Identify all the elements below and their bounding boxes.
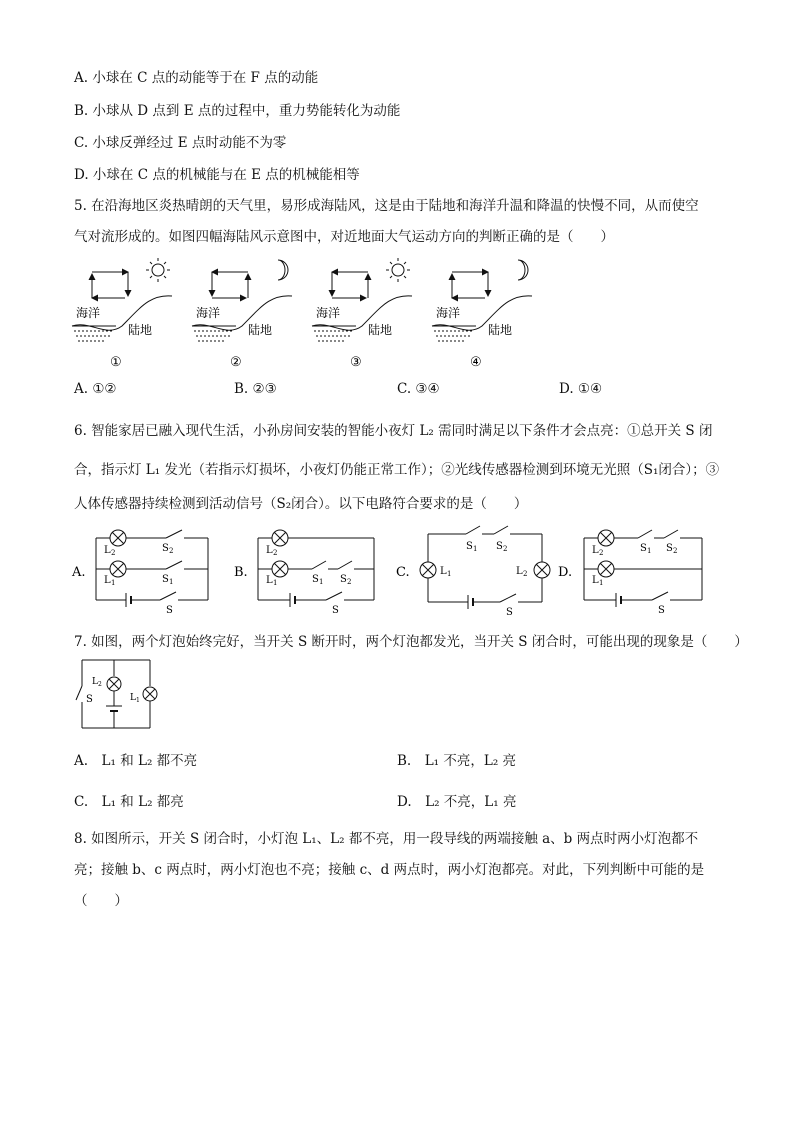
svg-text:S: S — [340, 574, 347, 585]
svg-text:S: S — [640, 543, 647, 554]
svg-text:陆地: 陆地 — [488, 323, 513, 337]
q7-option-a: A. L₁ 和 L₂ 都不亮 — [74, 753, 198, 769]
q7-option-d: D. L₂ 不亮，L₁ 亮 — [397, 794, 517, 810]
q6-stem-line3: 人体传感器持续检测到活动信号（S₂闭合）。以下电路符合要求的是（ ） — [74, 496, 528, 512]
svg-text:②: ② — [230, 355, 242, 370]
svg-text:1: 1 — [319, 578, 324, 586]
svg-text:1: 1 — [647, 547, 652, 555]
q8-stem-line1: 8. 如图所示，开关 S 闭合时，小灯泡 L₁、L₂ 都不亮，用一段导线的两端接触 a、b 两点时两小灯泡都不 — [74, 831, 699, 847]
svg-text:C.: C. — [396, 565, 410, 580]
svg-text:1: 1 — [273, 579, 278, 587]
circuit-a — [71, 530, 208, 616]
q7-circuit-diagram — [68, 654, 168, 734]
svg-text:S: S — [162, 574, 169, 585]
svg-text:①: ① — [110, 355, 122, 370]
q7-option-c: C. L₁ 和 L₂ 都亮 — [74, 794, 184, 810]
q4-option-c: C. 小球反弹经过 E 点时动能不为零 — [74, 135, 287, 151]
sun-icon — [146, 258, 170, 282]
svg-text:L: L — [130, 693, 136, 703]
svg-text:L: L — [92, 677, 98, 687]
svg-text:2: 2 — [111, 549, 116, 557]
svg-text:④: ④ — [470, 355, 482, 370]
q5-stem-line1: 5. 在沿海地区炎热晴朗的天气里，易形成海陆风，这是由于陆地和海洋升温和降温的快慢不同，从而使空 — [74, 198, 699, 214]
q5-option-b: B. ②③ — [234, 381, 277, 397]
svg-text:1: 1 — [473, 545, 478, 553]
q5-option-d: D. ①④ — [559, 381, 603, 397]
svg-text:L: L — [104, 575, 111, 586]
svg-text:L: L — [104, 545, 111, 556]
svg-text:2: 2 — [169, 547, 174, 555]
q5-stem-line2: 气对流形成的。如图四幅海陆风示意图中，对近地面大气运动方向的判断正确的是（ ） — [74, 229, 614, 245]
svg-text:2: 2 — [673, 547, 678, 555]
svg-text:2: 2 — [503, 545, 508, 553]
q7-option-b: B. L₁ 不亮，L₂ 亮 — [397, 753, 517, 769]
q4-option-a: A. 小球在 C 点的动能等于在 F 点的动能 — [74, 70, 319, 86]
svg-text:D.: D. — [558, 565, 573, 580]
svg-text:S: S — [162, 543, 169, 554]
q8-stem-line2: 亮；接触 b、c 两点时，两小灯泡也不亮；接触 c、d 两点时，两小灯泡都亮。对此，下列判断中可能的是 — [74, 862, 705, 878]
svg-text:2: 2 — [523, 570, 528, 578]
breeze-panel-2 — [192, 260, 292, 370]
svg-text:L: L — [592, 545, 599, 556]
circuit-c — [396, 526, 550, 617]
circuit-b — [234, 530, 374, 616]
svg-text:海洋: 海洋 — [76, 306, 101, 320]
breeze-panel-4 — [432, 260, 532, 370]
q8-stem-line3: （ ） — [74, 893, 128, 909]
q6-stem-line1: 6. 智能家居已融入现代生活，小孙房间安装的智能小夜灯 L₂ 需同时满足以下条件才会点亮：①总开关 S 闭 — [74, 423, 713, 439]
q4-option-b: B. 小球从 D 点到 E 点的过程中，重力势能转化为动能 — [74, 103, 401, 119]
svg-text:B.: B. — [234, 565, 248, 580]
breeze-panel-3 — [312, 258, 412, 370]
svg-text:海洋: 海洋 — [316, 306, 341, 320]
svg-text:S: S — [666, 543, 673, 554]
svg-text:S: S — [466, 541, 473, 552]
sun-icon — [386, 258, 410, 282]
moon-icon — [518, 260, 528, 280]
svg-text:1: 1 — [111, 579, 116, 587]
svg-text:L: L — [516, 566, 523, 577]
svg-text:陆地: 陆地 — [368, 323, 393, 337]
sea-land-breeze-diagrams — [70, 256, 550, 374]
svg-text:海洋: 海洋 — [196, 306, 221, 320]
svg-text:③: ③ — [350, 355, 362, 370]
svg-text:S: S — [658, 605, 665, 616]
svg-text:S: S — [166, 605, 173, 616]
svg-text:L: L — [592, 575, 599, 586]
circuit-d — [558, 530, 702, 616]
q7-stem: 7. 如图，两个灯泡始终完好，当开关 S 断开时，两个灯泡都发光，当开关 S 闭合时，可能出现的现象是（ ） — [74, 634, 748, 650]
svg-text:2: 2 — [273, 549, 278, 557]
q5-option-a: A. ①② — [74, 381, 117, 397]
svg-text:1: 1 — [599, 579, 604, 587]
svg-text:S: S — [496, 541, 503, 552]
svg-text:S: S — [332, 605, 339, 616]
svg-text:L: L — [440, 566, 447, 577]
svg-text:1: 1 — [447, 570, 452, 578]
svg-text:1: 1 — [136, 697, 140, 704]
q6-stem-line2: 合，指示灯 L₁ 发光（若指示灯损坏，小夜灯仍能正常工作）；②光线传感器检测到环境无光照（S₁闭合）；③ — [74, 462, 720, 478]
q4-option-d: D. 小球在 C 点的机械能与在 E 点的机械能相等 — [74, 167, 360, 183]
svg-text:海洋: 海洋 — [436, 306, 461, 320]
svg-text:2: 2 — [599, 549, 604, 557]
svg-text:L: L — [266, 575, 273, 586]
svg-text:S: S — [86, 694, 93, 705]
svg-text:S: S — [506, 607, 513, 617]
svg-text:S: S — [312, 574, 319, 585]
svg-text:A.: A. — [72, 565, 86, 580]
q5-option-c: C. ③④ — [397, 381, 440, 397]
svg-text:1: 1 — [169, 578, 174, 586]
breeze-panel-1 — [72, 258, 172, 370]
svg-text:陆地: 陆地 — [128, 323, 153, 337]
svg-text:2: 2 — [98, 681, 102, 688]
q5-options — [74, 381, 734, 399]
svg-text:陆地: 陆地 — [248, 323, 273, 337]
moon-icon — [278, 260, 288, 280]
svg-text:L: L — [266, 545, 273, 556]
q6-circuit-options — [70, 522, 720, 617]
svg-text:2: 2 — [347, 578, 352, 586]
